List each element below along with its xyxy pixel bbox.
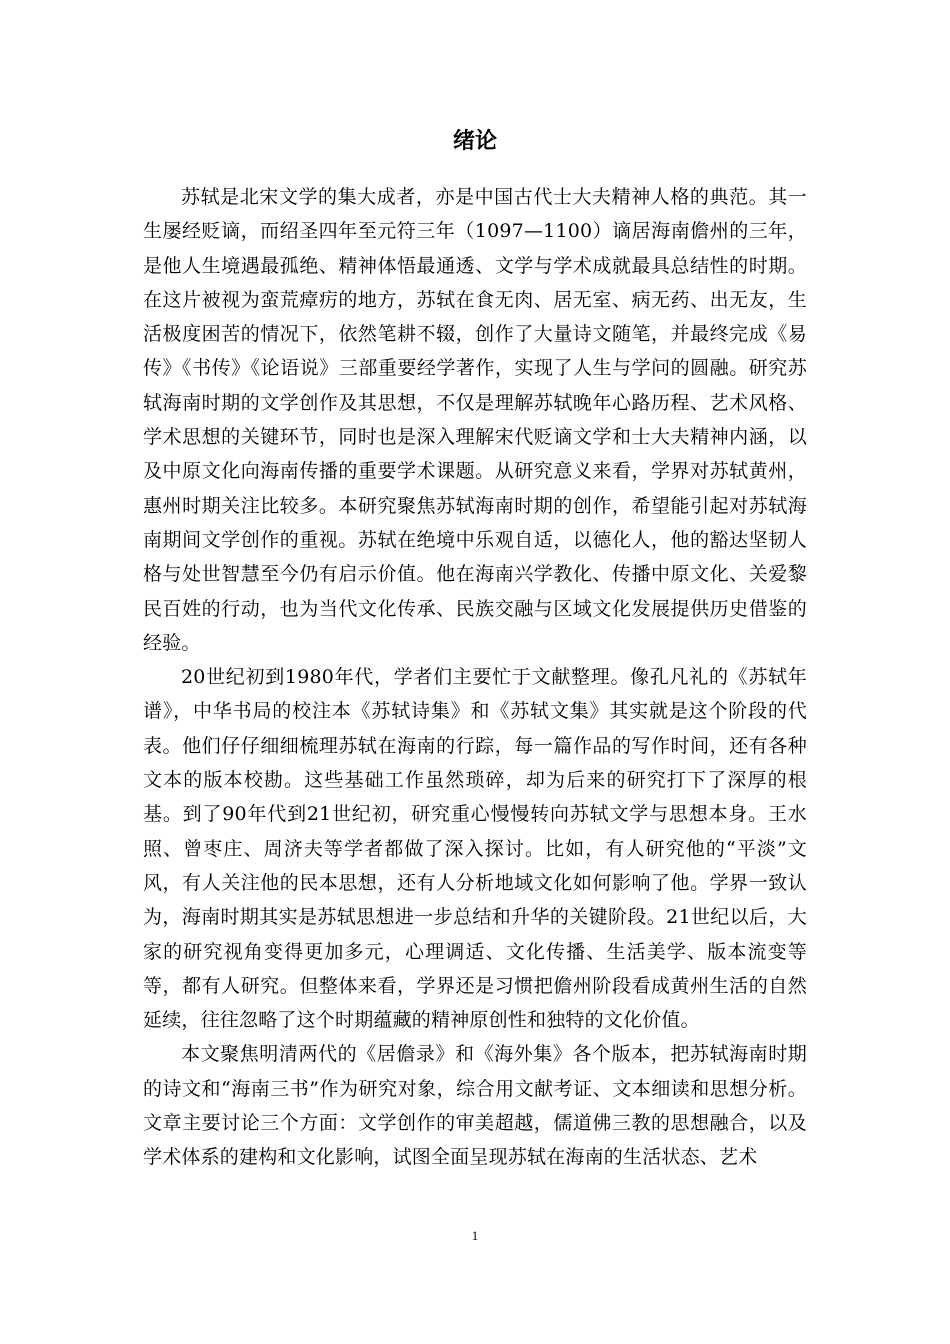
page-title: 绪论 <box>452 129 497 154</box>
body-text <box>143 180 807 1175</box>
paragraph: 苏轼是北宋文学的集大成者，亦是中国古代士大夫精神人格的典范。其一生屡经贬谪，而绍圣四年至元符三年（1097—1100）谪居海南儋州的三年，是他人生境遇最孤绝、精神体悟最通透、文学与学术成就最具总结性的时期。在这片被视为蛮荒瘴疠的地方，苏轼在食无肉、居无室、病无药、出无友，生活极度困苦的情况下，依然笔耕不辍，创作了大量诗文随笔，并最终完成《易传》《书传》《论语说》三部重要经学著作，实现了人生与学问的圆融。研究苏轼海南时期的文学创作及其思想，不仅是理解苏轼晚年心路历程、艺术风格、学术思想的关键环节，同时也是深入理解宋代贬谪文学和士大夫精神内涵，以及中原文化向海南传播的重要学术课题。从研究意义来看，学界对苏轼黄州，惠州时期关注比较多。本研究聚焦苏轼海南时期的创作，希望能引起对苏轼海南期间文学创作的重视。苏轼在绝境中乐观自适，以德化人，他的豁达坚韧人格与处世智慧至今仍有启示价值。他在海南兴学教化、传播中原文化、关爱黎民百姓的行动，也为当代文化传承、民族交融与区域文化发展提供历史借鉴的经验。 <box>143 186 807 654</box>
paragraph: 本文聚焦明清两代的《居儋录》和《海外集》各个版本，把苏轼海南时期的诗文和“海南三书”作为研究对象，综合用文献考证、文本细读和思想分析。文章主要讨论三个方面：文学创作的审美超越，儒道佛三教的思想融合，以及学术体系的建构和文化影响，试图全面呈现苏轼在海南的生活状态、艺术 <box>143 1043 807 1169</box>
page-number: 1 <box>471 1228 479 1243</box>
paragraph: 20世纪初到1980年代，学者们主要忙于文献整理。像孔凡礼的《苏轼年谱》，中华书局的校注本《苏轼诗集》和《苏轼文集》其实就是这个阶段的代表。他们仔仔细细梳理苏轼在海南的行踪，每一篇作品的写作时间，还有各种文本的版本校勘。这些基础工作虽然琐碎，却为后来的研究打下了深厚的根基。到了90年代到21世纪初，研究重心慢慢转向苏轼文学与思想本身。王水照、曾枣庄、周济夫等学者都做了深入探讨。比如，有人研究他的“平淡”文风，有人关注他的民本思想，还有人分析地域文化如何影响了他。学界一致认为，海南时期其实是苏轼思想进一步总结和升华的关键阶段。21世纪以后，大家的研究视角变得更加多元，心理调适、文化传播、生活美学、版本流变等等，都有人研究。但整体来看，学界还是习惯把儋州阶段看成黄州生活的自然延续，往往忽略了这个时期蕴藏的精神原创性和独特的文化价值。 <box>143 666 807 1032</box>
